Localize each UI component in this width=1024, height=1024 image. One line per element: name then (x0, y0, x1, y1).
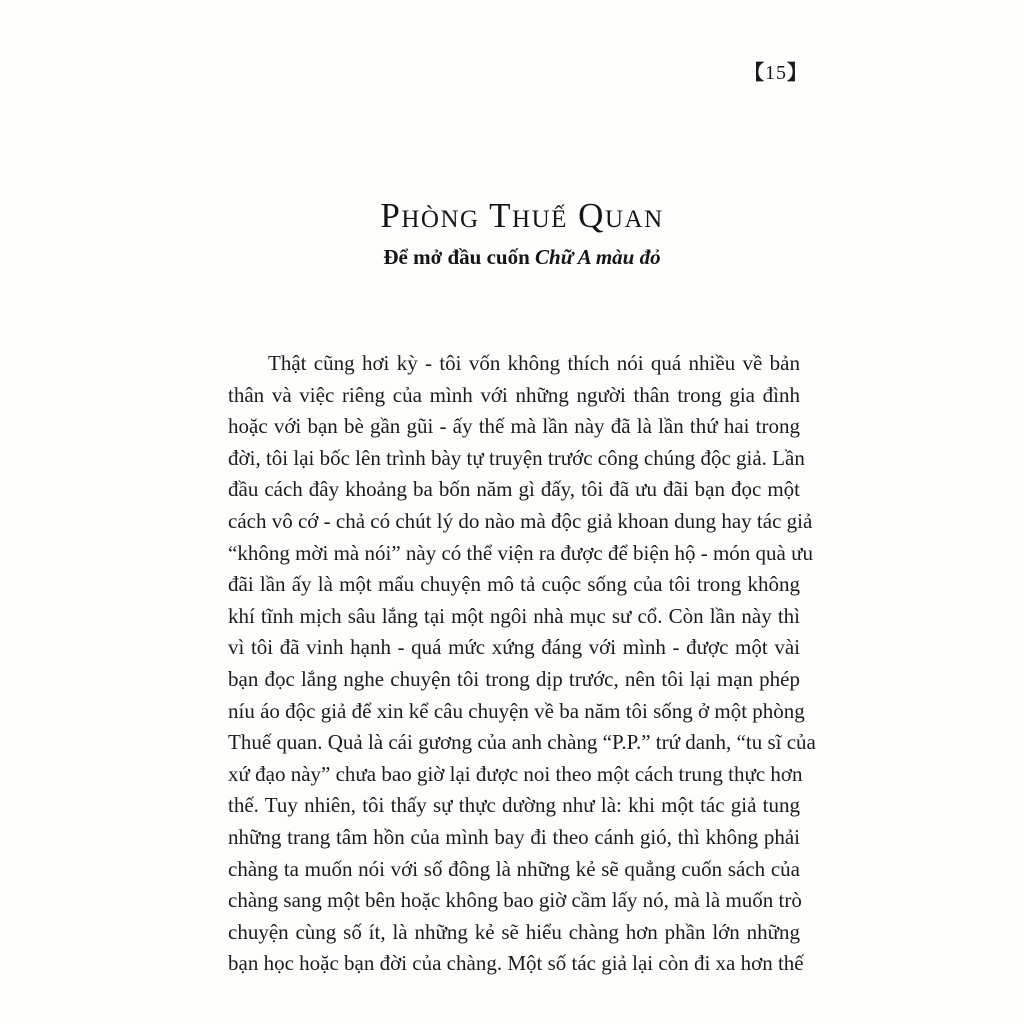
body-line: “không mời mà nói” này có thể viện ra được để biện hộ - món quà ưu (228, 540, 813, 565)
body-line: khí tĩnh mịch sâu lắng tại một ngôi nhà mục sư cổ. Còn lần này thì (228, 603, 800, 628)
chapter-title: Phòng Thuế Quan (380, 196, 664, 235)
body-line: đời, tôi lại bốc lên trình bày tự truyện trước công chúng độc giả. Lần (228, 445, 805, 470)
body-line: bạn học hoặc bạn đời của chàng. Một số tác giả lại còn đi xa hơn thế (228, 951, 804, 976)
body-line: bạn đọc lắng nghe chuyện tôi trong dịp trước, nên tôi lại mạn phép (228, 666, 800, 691)
body-line: đầu cách đây khoảng ba bốn năm gì đấy, tôi đã ưu đãi bạn đọc một (228, 477, 800, 502)
chapter-subtitle-book-title: Chữ A màu đỏ (535, 245, 661, 269)
body-line: chàng sang một bên hoặc không bao giờ cầm lấy nó, mà là muốn trò (228, 888, 802, 913)
body-line: những trang tâm hồn của mình bay đi theo cánh gió, thì không phải (228, 824, 800, 849)
body-line: thân và việc riêng của mình với những người thân trong gia đình (228, 382, 800, 407)
page-number-bracket-open: 【 (744, 62, 765, 84)
page-number (744, 56, 808, 85)
body-line: thế. Tuy nhiên, tôi thấy sự thực dường như là: khi một tác giả tung (228, 793, 800, 818)
body-text (228, 348, 816, 980)
body-line: chuyện cùng số ít, là những kẻ sẽ hiểu chàng hơn phần lớn những (228, 919, 800, 944)
body-line: Thuế quan. Quả là cái gương của anh chàng “P.P.” trứ danh, “tu sĩ của (228, 730, 816, 755)
body-line: vì tôi đã vinh hạnh - quá mức xứng đáng với mình - được một vài (228, 635, 800, 660)
body-line: hoặc với bạn bè gần gũi - ấy thế mà lần này đã là lần thứ hai trong (228, 414, 800, 439)
chapter-subtitle-prefix: Để mở đầu cuốn (383, 245, 536, 269)
page-number-value: 15 (765, 62, 787, 84)
body-line: níu áo độc giả để xin kể câu chuyện về ba năm tôi sống ở một phòng (228, 698, 805, 723)
chapter-subtitle (0, 245, 1024, 270)
body-line: Thật cũng hơi kỳ - tôi vốn không thích nói quá nhiều về bản (268, 351, 800, 375)
body-line: chàng ta muốn nói với số đông là những kẻ sẽ quẳng cuốn sách của (228, 856, 800, 881)
body-line: xứ đạo này” chưa bao giờ lại được noi theo một cách trung thực hơn (228, 761, 803, 786)
body-line: đãi lần ấy là một mẩu chuyện mô tả cuộc sống của tôi trong không (228, 572, 800, 597)
page-number-bracket-close: 】 (787, 62, 808, 84)
body-line: cách vô cớ - chả có chút lý do nào mà độc giả khoan dung hay tác giả (228, 508, 813, 533)
